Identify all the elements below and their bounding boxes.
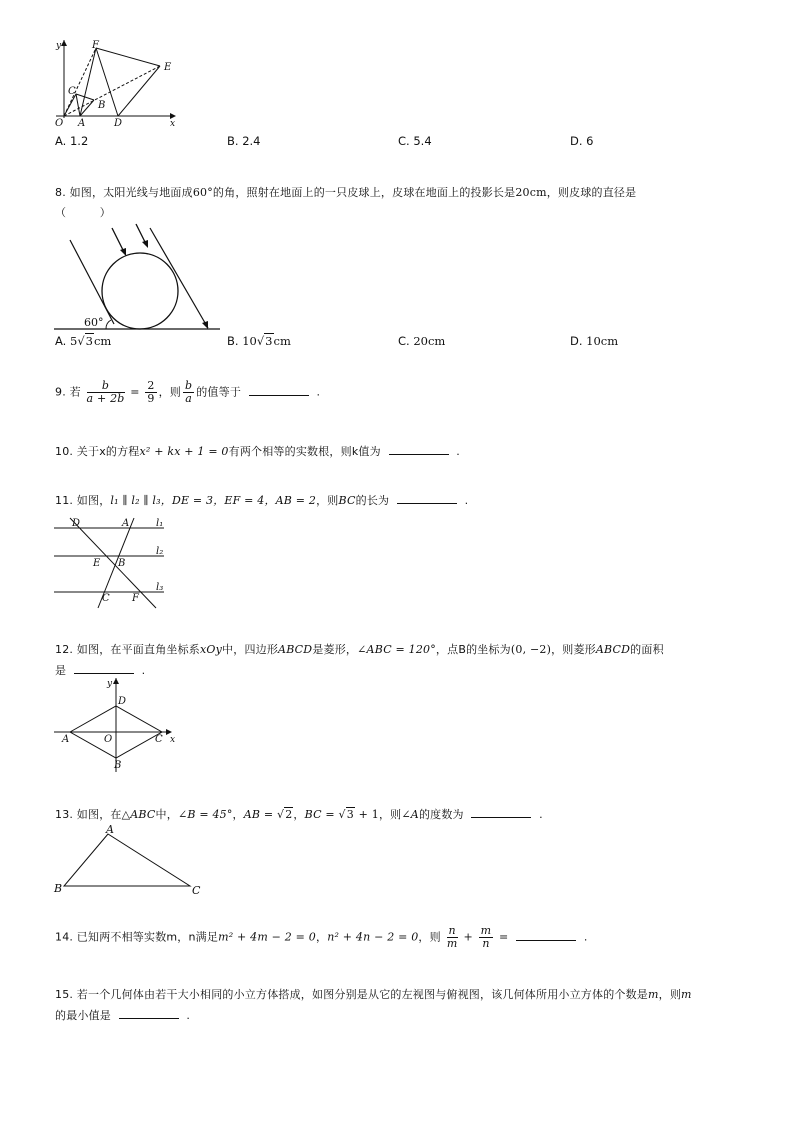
q7-option-b: B. 2.4 <box>227 134 261 148</box>
q8-option-c <box>398 334 445 348</box>
q8-figure <box>52 218 222 333</box>
q8-option-a: A. 5√3cm <box>55 334 112 348</box>
q12-angle: ∠ABC = 120° <box>357 643 436 656</box>
q12-label-c: C <box>155 734 163 745</box>
q9-fraction-1 <box>87 380 125 405</box>
q11-text-b: ，则 <box>316 494 339 507</box>
q12-line-2: 是 <box>55 664 67 677</box>
q9-f2-den: 9 <box>147 392 155 405</box>
q13-label-c: C <box>192 884 201 897</box>
q8-option-a-coef: 5 <box>69 334 78 348</box>
q13-answer-blank[interactable] <box>471 807 531 818</box>
q10-equation: x² + kx + 1 = 0 <box>139 445 229 458</box>
q13-target: ∠A <box>401 808 419 821</box>
q8-option-c-letter: C. <box>398 334 410 348</box>
q8-option-b-coef: 10 <box>242 334 257 348</box>
q13-bc: BC = <box>304 808 339 821</box>
q11-label-l1: l₁ <box>156 518 164 529</box>
q12-text-b: 中，四边形 <box>222 643 279 656</box>
q15-line-1: 若一个几何体由若干大小相同的小立方体搭成，如图分别是从它的左视图与俯视图，该几何体所用小立方体的个数是 <box>76 988 648 1001</box>
q8-option-a-unit: cm <box>93 334 112 348</box>
q11-label-e: E <box>93 558 101 569</box>
q12-answer-blank[interactable] <box>74 663 134 674</box>
q13-sep-2: ， <box>293 808 305 821</box>
q8-answer-paren: （ ） <box>55 206 111 219</box>
q9-eq: = <box>130 385 140 399</box>
q12-label-b: B <box>114 760 122 771</box>
q7-label-x: x <box>170 119 176 129</box>
q14-f2-num: m <box>480 924 492 937</box>
q9-f3-den: a <box>185 392 192 405</box>
q12-text-f: 的面积 <box>630 643 664 656</box>
q7-label-d: D <box>114 118 123 129</box>
q12-label-d: D <box>118 696 127 707</box>
q7-option-d: D. 6 <box>570 134 594 148</box>
q14-f1-num: n <box>448 924 456 937</box>
q7-label-y: y <box>56 41 62 51</box>
q14-fraction-1 <box>447 925 458 950</box>
q15-var-m: m <box>648 988 659 1001</box>
q11-label-c: C <box>102 593 110 604</box>
q12-label-y: y <box>107 679 113 689</box>
q8-option-d <box>570 334 618 348</box>
q11-text-a: 如图， <box>76 494 111 507</box>
q11-label-l2: l₂ <box>156 546 164 557</box>
q7-label-o: O <box>55 118 64 129</box>
q15-end: . <box>186 1009 191 1022</box>
q7-label-a: A <box>78 118 86 129</box>
q14-f1-den: m <box>446 937 458 950</box>
q14-eq-2: n² + 4n − 2 = 0 <box>327 930 419 944</box>
q12-label-a: A <box>62 734 70 745</box>
q13-text-a: 如图，在 <box>76 808 122 821</box>
q14-f2-den: n <box>482 937 490 950</box>
q10-end: . <box>456 445 460 458</box>
q12-label-x: x <box>170 735 176 745</box>
q15-line-2: 的最小值是 <box>55 1009 111 1022</box>
q13-triangle: △ABC <box>121 808 156 821</box>
q8-option-d-value: 10cm <box>586 334 619 348</box>
q10-answer-blank[interactable] <box>389 444 449 455</box>
q13-end: . <box>539 808 543 821</box>
q12-label-o: O <box>104 734 113 745</box>
q11-number: 11. <box>55 494 74 507</box>
q8-length: 20cm <box>515 186 547 199</box>
q13-bc-plus: + 1 <box>354 808 379 821</box>
q12-text-e: ，则菱形 <box>551 643 596 656</box>
q11-label-a: A <box>122 518 130 529</box>
q7-figure <box>52 38 182 130</box>
q13-text-b: 中， <box>155 808 178 821</box>
q7-label-e: E <box>164 62 172 73</box>
q9-answer-blank[interactable] <box>249 385 309 396</box>
q10-text-a: 关于x的方程 <box>76 445 140 458</box>
q9-pre: 若 <box>69 385 81 399</box>
q8-number: 8. <box>55 186 66 199</box>
q9-fraction-3 <box>183 380 194 405</box>
q8-option-b: B. 10√3cm <box>227 334 291 348</box>
q12-quad-2: ABCD <box>595 643 631 656</box>
q12-stem <box>55 641 664 657</box>
q15-answer-blank[interactable] <box>119 1008 179 1019</box>
q8-option-b-unit: cm <box>273 334 291 348</box>
q11-stem <box>55 492 468 508</box>
q14-number: 14. <box>55 930 74 944</box>
q9-post: 的值等于 <box>196 385 242 399</box>
q7-label-f: F <box>92 40 99 51</box>
q13-sep-1: ， <box>232 808 244 821</box>
q13-label-b: B <box>54 882 63 895</box>
q13-text-d: 的度数为 <box>418 808 464 821</box>
q13-label-a: A <box>106 823 114 836</box>
q11-end: . <box>464 494 469 507</box>
q12-end: . <box>141 664 146 677</box>
q9-end: . <box>316 385 321 399</box>
q7-option-c: C. 5.4 <box>398 134 432 148</box>
q9-f1-num: b <box>87 380 125 393</box>
q12-text-d: ，点B的坐标为 <box>435 643 511 656</box>
q13-ab-rad: 2 <box>285 808 293 821</box>
q9-f3-num: b <box>184 379 193 392</box>
q8-stem <box>55 184 636 200</box>
q14-eq-1: m² + 4m − 2 = 0 <box>218 930 316 944</box>
q14-answer-blank[interactable] <box>516 930 576 941</box>
q13-text-c: ，则 <box>378 808 402 821</box>
q7-option-a: A. 1.2 <box>55 134 89 148</box>
q9-f2-num: 2 <box>147 379 155 392</box>
q11-conditions: l₁ ∥ l₂ ∥ l₃，DE = 3，EF = 4，AB = 2 <box>110 494 317 507</box>
q8-option-b-rad: 3 <box>265 334 273 348</box>
q8-angle: 60° <box>192 186 213 199</box>
q15-line-1-end: ，则 <box>658 988 682 1001</box>
q11-label-f: F <box>132 593 139 604</box>
q12-number: 12. <box>55 643 74 656</box>
q12-text-a: 如图，在平面直角坐标系 <box>76 643 200 656</box>
q8-option-b-letter: B. <box>227 334 239 348</box>
q13-bc-rad: 3 <box>346 808 354 821</box>
q10-stem <box>55 443 460 459</box>
q12-quad: ABCD <box>278 643 313 656</box>
q13-figure <box>52 822 207 897</box>
q8-text-c: ，则皮球的直径是 <box>546 186 637 199</box>
q11-answer-blank[interactable] <box>397 493 457 504</box>
q8-option-a-letter: A. <box>55 334 67 348</box>
q7-label-b: B <box>98 100 106 111</box>
q9-fraction-2 <box>145 380 156 405</box>
q11-label-b: B <box>118 558 126 569</box>
q10-number: 10. <box>55 445 74 458</box>
q14-plus: + <box>463 930 473 944</box>
q12-figure <box>52 676 182 776</box>
q8-text-b: 的角，照射在地面上的一只皮球上，皮球在地面上的投影长是 <box>212 186 516 199</box>
q13-ab: AB = <box>243 808 277 821</box>
q9-f1-den: a + 2b <box>86 392 125 405</box>
q13-stem: 13. 如图，在△ABC中，∠B = 45°，AB = √2，BC = √3 + 1，则∠A的度数为 . <box>55 808 543 821</box>
q11-target: BC <box>338 494 356 507</box>
q8-option-c-value: 20cm <box>413 334 446 348</box>
q14-end: . <box>583 930 588 944</box>
q12-coord: (0, −2) <box>510 643 552 656</box>
q9-number: 9. <box>55 385 66 399</box>
q14-fraction-2 <box>479 925 494 950</box>
q14-sep: ， <box>316 930 328 944</box>
q13-cond-1: ∠B = 45° <box>177 808 233 821</box>
q15-number: 15. <box>55 988 74 1001</box>
q11-figure <box>52 512 177 612</box>
q15-var-m-2: m <box>681 988 692 1001</box>
q9-stem <box>55 380 320 405</box>
q15-stem-line-2 <box>55 1007 190 1023</box>
q14-stem <box>55 925 588 950</box>
q8-figure-angle: 60° <box>84 316 104 329</box>
q14-text-b: ，则 <box>418 930 441 944</box>
q8-option-d-letter: D. <box>570 334 583 348</box>
q14-eq: = <box>499 930 509 944</box>
q10-text-b: 有两个相等的实数根，则k值为 <box>228 445 381 458</box>
q13-number: 13. <box>55 808 74 821</box>
q11-label-d: D <box>72 518 81 529</box>
q14-text-a: 已知两不相等实数m，n满足 <box>76 930 219 944</box>
q12-text-c: 是菱形， <box>312 643 358 656</box>
q9-mid: ，则 <box>158 385 181 399</box>
q7-label-c: C <box>68 86 76 97</box>
q12-system: xOy <box>200 643 223 656</box>
q8-text-a: 如图，太阳光线与地面成 <box>69 186 193 199</box>
q11-label-l3: l₃ <box>156 582 164 593</box>
q8-option-a-rad: 3 <box>85 334 93 348</box>
q15-stem <box>55 986 692 1002</box>
q11-text-c: 的长为 <box>355 494 390 507</box>
